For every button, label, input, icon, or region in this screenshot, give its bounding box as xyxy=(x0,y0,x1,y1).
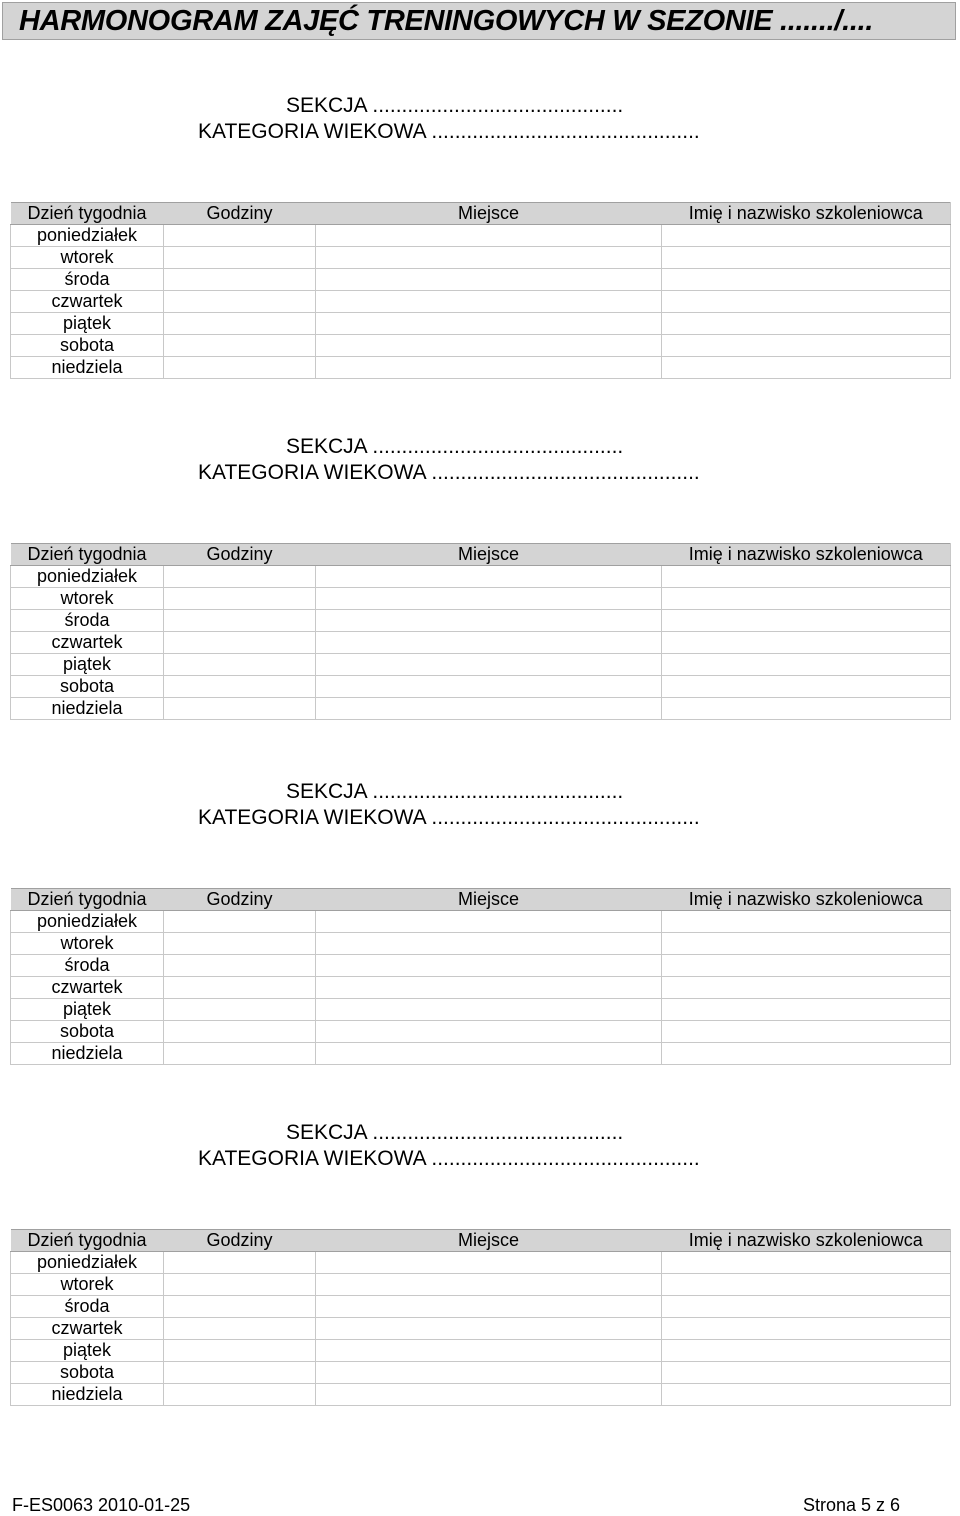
place-cell[interactable] xyxy=(316,291,662,313)
hours-cell[interactable] xyxy=(164,225,316,247)
table-row xyxy=(11,1318,951,1340)
schedule-table xyxy=(10,1229,951,1406)
table-row xyxy=(11,1384,951,1406)
day-cell: piątek xyxy=(11,313,164,335)
table-row xyxy=(11,698,951,720)
place-cell[interactable] xyxy=(316,698,662,720)
table-row xyxy=(11,933,951,955)
hours-cell[interactable] xyxy=(164,566,316,588)
coach-cell[interactable] xyxy=(662,335,951,357)
table-row xyxy=(11,1296,951,1318)
day-cell: wtorek xyxy=(11,933,164,955)
hours-cell[interactable] xyxy=(164,1362,316,1384)
table-header-row xyxy=(11,889,951,911)
column-header: Miejsce xyxy=(316,203,662,225)
section-kategoria-label: KATEGORIA WIEKOWA .............................................. xyxy=(198,120,700,143)
table-row xyxy=(11,566,951,588)
day-cell: wtorek xyxy=(11,247,164,269)
table-row xyxy=(11,911,951,933)
table-row xyxy=(11,225,951,247)
day-cell: wtorek xyxy=(11,1274,164,1296)
hours-cell[interactable] xyxy=(164,1296,316,1318)
place-cell[interactable] xyxy=(316,335,662,357)
hours-cell[interactable] xyxy=(164,977,316,999)
coach-cell[interactable] xyxy=(662,1021,951,1043)
day-cell: sobota xyxy=(11,676,164,698)
place-cell[interactable] xyxy=(316,1021,662,1043)
coach-cell[interactable] xyxy=(662,1362,951,1384)
place-cell[interactable] xyxy=(316,225,662,247)
column-header: Godziny xyxy=(164,203,316,225)
coach-cell[interactable] xyxy=(662,291,951,313)
table-row xyxy=(11,676,951,698)
hours-cell[interactable] xyxy=(164,676,316,698)
place-cell[interactable] xyxy=(316,1252,662,1274)
place-cell[interactable] xyxy=(316,610,662,632)
hours-cell[interactable] xyxy=(164,247,316,269)
table-row xyxy=(11,955,951,977)
hours-cell[interactable] xyxy=(164,911,316,933)
day-cell: sobota xyxy=(11,335,164,357)
table-row xyxy=(11,654,951,676)
day-cell: wtorek xyxy=(11,588,164,610)
table-row xyxy=(11,999,951,1021)
hours-cell[interactable] xyxy=(164,335,316,357)
table-row xyxy=(11,632,951,654)
table-row xyxy=(11,1340,951,1362)
hours-cell[interactable] xyxy=(164,1340,316,1362)
place-cell[interactable] xyxy=(316,247,662,269)
column-header: Miejsce xyxy=(316,889,662,911)
column-header: Imię i nazwisko szkoleniowca xyxy=(662,203,951,225)
day-cell: piątek xyxy=(11,1340,164,1362)
column-header: Godziny xyxy=(164,1230,316,1252)
column-header: Imię i nazwisko szkoleniowca xyxy=(662,544,951,566)
coach-cell[interactable] xyxy=(662,313,951,335)
coach-cell[interactable] xyxy=(662,698,951,720)
hours-cell[interactable] xyxy=(164,610,316,632)
hours-cell[interactable] xyxy=(164,1384,316,1406)
coach-cell[interactable] xyxy=(662,357,951,379)
schedule-table xyxy=(10,543,951,720)
column-header: Dzień tygodnia xyxy=(11,544,164,566)
section-sekcja-label: SEKCJA ........................................... xyxy=(286,435,624,458)
place-cell[interactable] xyxy=(316,955,662,977)
place-cell[interactable] xyxy=(316,933,662,955)
coach-cell[interactable] xyxy=(662,588,951,610)
hours-cell[interactable] xyxy=(164,632,316,654)
day-cell: niedziela xyxy=(11,698,164,720)
section-sekcja-label: SEKCJA ........................................... xyxy=(286,94,624,117)
day-cell: piątek xyxy=(11,654,164,676)
place-cell[interactable] xyxy=(316,1274,662,1296)
table-row xyxy=(11,269,951,291)
hours-cell[interactable] xyxy=(164,1252,316,1274)
column-header: Dzień tygodnia xyxy=(11,1230,164,1252)
hours-cell[interactable] xyxy=(164,933,316,955)
coach-cell[interactable] xyxy=(662,955,951,977)
place-cell[interactable] xyxy=(316,1384,662,1406)
day-cell: poniedziałek xyxy=(11,225,164,247)
coach-cell[interactable] xyxy=(662,1384,951,1406)
table-row xyxy=(11,1021,951,1043)
coach-cell[interactable] xyxy=(662,225,951,247)
hours-cell[interactable] xyxy=(164,955,316,977)
day-cell: niedziela xyxy=(11,357,164,379)
coach-cell[interactable] xyxy=(662,632,951,654)
coach-cell[interactable] xyxy=(662,977,951,999)
column-header: Godziny xyxy=(164,889,316,911)
place-cell[interactable] xyxy=(316,588,662,610)
place-cell[interactable] xyxy=(316,357,662,379)
table-row xyxy=(11,313,951,335)
column-header: Dzień tygodnia xyxy=(11,203,164,225)
schedule-table xyxy=(10,888,951,1065)
day-cell: poniedziałek xyxy=(11,1252,164,1274)
place-cell[interactable] xyxy=(316,977,662,999)
day-cell: piątek xyxy=(11,999,164,1021)
table-header-row xyxy=(11,544,951,566)
day-cell: niedziela xyxy=(11,1043,164,1065)
place-cell[interactable] xyxy=(316,1296,662,1318)
hours-cell[interactable] xyxy=(164,269,316,291)
day-cell: czwartek xyxy=(11,632,164,654)
day-cell: poniedziałek xyxy=(11,566,164,588)
section-kategoria-label: KATEGORIA WIEKOWA .............................................. xyxy=(198,806,700,829)
day-cell: sobota xyxy=(11,1021,164,1043)
column-header: Dzień tygodnia xyxy=(11,889,164,911)
table-row xyxy=(11,335,951,357)
hours-cell[interactable] xyxy=(164,588,316,610)
footer-doc-id: F-ES0063 2010-01-25 xyxy=(12,1495,191,1515)
table-row xyxy=(11,291,951,313)
table-row xyxy=(11,610,951,632)
column-header: Imię i nazwisko szkoleniowca xyxy=(662,889,951,911)
day-cell: czwartek xyxy=(11,291,164,313)
day-cell: czwartek xyxy=(11,977,164,999)
day-cell: czwartek xyxy=(11,1318,164,1340)
coach-cell[interactable] xyxy=(662,247,951,269)
table-row xyxy=(11,1043,951,1065)
place-cell[interactable] xyxy=(316,1318,662,1340)
place-cell[interactable] xyxy=(316,1362,662,1384)
table-row xyxy=(11,1274,951,1296)
section-kategoria-label: KATEGORIA WIEKOWA .............................................. xyxy=(198,1147,700,1170)
place-cell[interactable] xyxy=(316,911,662,933)
place-cell[interactable] xyxy=(316,632,662,654)
footer-page-number: Strona 5 z 6 xyxy=(803,1495,901,1515)
coach-cell[interactable] xyxy=(662,1252,951,1274)
table-row xyxy=(11,357,951,379)
table-row xyxy=(11,247,951,269)
column-header: Miejsce xyxy=(316,544,662,566)
coach-cell[interactable] xyxy=(662,610,951,632)
hours-cell[interactable] xyxy=(164,291,316,313)
table-row xyxy=(11,1362,951,1384)
table-header-row xyxy=(11,203,951,225)
section-kategoria-label: KATEGORIA WIEKOWA .............................................. xyxy=(198,461,700,484)
day-cell: niedziela xyxy=(11,1384,164,1406)
schedule-table xyxy=(10,202,951,379)
column-header: Imię i nazwisko szkoleniowca xyxy=(662,1230,951,1252)
hours-cell[interactable] xyxy=(164,999,316,1021)
hours-cell[interactable] xyxy=(164,1274,316,1296)
coach-cell[interactable] xyxy=(662,1274,951,1296)
day-cell: sobota xyxy=(11,1362,164,1384)
hours-cell[interactable] xyxy=(164,313,316,335)
hours-cell[interactable] xyxy=(164,1021,316,1043)
table-row xyxy=(11,588,951,610)
day-cell: środa xyxy=(11,955,164,977)
table-row xyxy=(11,1252,951,1274)
day-cell: środa xyxy=(11,1296,164,1318)
place-cell[interactable] xyxy=(316,269,662,291)
coach-cell[interactable] xyxy=(662,654,951,676)
table-row xyxy=(11,977,951,999)
coach-cell[interactable] xyxy=(662,911,951,933)
place-cell[interactable] xyxy=(316,1340,662,1362)
section-sekcja-label: SEKCJA ........................................... xyxy=(286,1121,624,1144)
coach-cell[interactable] xyxy=(662,1340,951,1362)
place-cell[interactable] xyxy=(316,313,662,335)
place-cell[interactable] xyxy=(316,1043,662,1065)
hours-cell[interactable] xyxy=(164,1318,316,1340)
hours-cell[interactable] xyxy=(164,698,316,720)
column-header: Godziny xyxy=(164,544,316,566)
place-cell[interactable] xyxy=(316,999,662,1021)
day-cell: poniedziałek xyxy=(11,911,164,933)
coach-cell[interactable] xyxy=(662,1318,951,1340)
coach-cell[interactable] xyxy=(662,1043,951,1065)
day-cell: środa xyxy=(11,610,164,632)
place-cell[interactable] xyxy=(316,654,662,676)
hours-cell[interactable] xyxy=(164,1043,316,1065)
hours-cell[interactable] xyxy=(164,357,316,379)
section-sekcja-label: SEKCJA ........................................... xyxy=(286,780,624,803)
page-title: HARMONOGRAM ZAJĘĆ TRENINGOWYCH W SEZONIE ......./.... xyxy=(19,5,874,37)
coach-cell[interactable] xyxy=(662,269,951,291)
place-cell[interactable] xyxy=(316,566,662,588)
hours-cell[interactable] xyxy=(164,654,316,676)
coach-cell[interactable] xyxy=(662,999,951,1021)
title-bar xyxy=(2,2,956,40)
table-header-row xyxy=(11,1230,951,1252)
place-cell[interactable] xyxy=(316,676,662,698)
coach-cell[interactable] xyxy=(662,1296,951,1318)
coach-cell[interactable] xyxy=(662,933,951,955)
column-header: Miejsce xyxy=(316,1230,662,1252)
day-cell: środa xyxy=(11,269,164,291)
coach-cell[interactable] xyxy=(662,566,951,588)
coach-cell[interactable] xyxy=(662,676,951,698)
